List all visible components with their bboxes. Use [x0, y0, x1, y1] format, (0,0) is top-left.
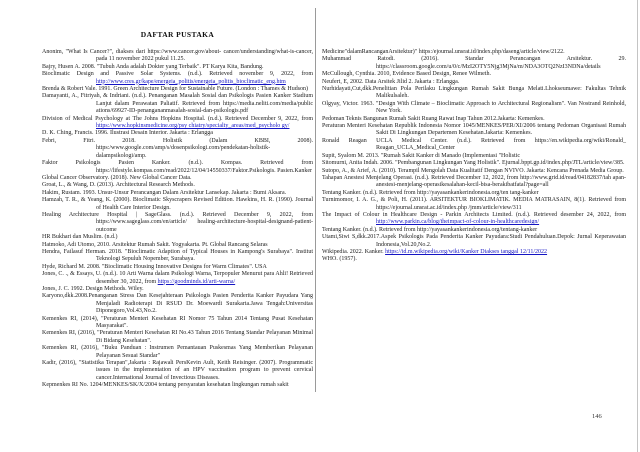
reference-entry: [322, 153, 626, 160]
reference-text: Peraturan Menteri Kesehatan Republik Indonesia Nomor 1045/MENKES/PER/XI/2006 tentang Pedoman Organisasi Rumah Sakit Di Lingkungan Departemen Kesehatan.Jakarta: Kemenkes.: [322, 123, 626, 137]
reference-text: Division of Medical Psychology at The Johns Hopkins Hospital. (n.d.). Retrieved December 9, 2022, from: [42, 115, 313, 122]
reference-text: WHO. (1957).: [322, 256, 357, 263]
reference-text: Hatmoko, Adi Utomo, 2010. Arsitektur Rumah Sakit. Yogyakarta. Pt. Global Rancang Selaras: [42, 241, 268, 248]
reference-text: Faktor Psikologis Pasien Kanker. (n.d.). Kompas. Retrieved from https://lifestyle.kompas.com/read/2022/12/04/14550337/Faktor.Psikologis. Pasien.Kanker: [42, 160, 313, 174]
reference-text: Ronald Reagan UCLA Medical Center. (n.d.). Retrieved from https://en.wikipedia.org/wiki/Ronald_ Reagan_UCLA_Medical_Center: [322, 137, 626, 152]
reference-entry: [42, 286, 313, 293]
reference-entry: [42, 212, 313, 234]
reference-entry: [322, 234, 626, 249]
reference-text: Muhammad Ratodi. (2016). Standar Perancangan Arsitektur. 29. https://classroom.google.com/u/0/c/MzI2OTY5Njg3MjNa/m/NDA3OTQ2NzI3NDNa/details: [322, 56, 626, 70]
reference-entry: [42, 190, 313, 197]
reference-entry: [322, 56, 626, 71]
reference-entry: [322, 175, 626, 190]
reference-entry: [322, 190, 626, 197]
reference-text: Bioclimatic Design and Passive Solar Systems. (n.d.). Retrieved november 9, 2022, from: [42, 71, 313, 78]
page-number: 146: [592, 413, 602, 420]
reference-text: Hyde, Richard M. 2008. "Bioclimatic Housing Innovative Designs for Warm Climates". USA: [42, 263, 267, 270]
hyperlink[interactable]: http://www.cres.gr/kape/energeia_politis/energeia_politis_bioclimatic_eng.htm: [96, 78, 286, 85]
reference-entry: [322, 256, 626, 263]
reference-entry: [42, 234, 313, 241]
reference-entry: [322, 116, 626, 123]
hyperlink[interactable]: http://www.parkin.ca/blog/theimpact-of-colour-in-healthcaredesign/: [376, 219, 540, 226]
reference-text: Kemenkes RI, (2014), "Peraturan Menteri Kesehatan RI Nomor 75 Tahun 2014 Tentang Pusat Kesehatan Masyarakat".: [42, 315, 313, 330]
reference-text: Sitomurni, Anita Indah. 2006. "Pembangunan Lingkungan Yang Holistik". Ejurnal.bppt.gp.id/index.php/JTL/article/view/385.: [322, 160, 625, 167]
reference-entry: [42, 49, 313, 64]
reference-text: Kepmenkes RI No. 1204/MENKES/SK/X/2004 tentang persyaratan kesehatan lingkungan rumah sakit: [42, 382, 289, 389]
hyperlink[interactable]: https://goodminds.id/arti-warna/: [157, 278, 236, 285]
reference-text: Sutopo, A., & Arief, A. (2010). Terampil Mengolah Data Kualitatif Dengan NVIVO. Jakarta: Kencana Prenada Media Group.: [322, 167, 624, 174]
reference-text: Nurhidayati,Cut,dkk.Penelitian Pola Perilaku Lingkungan Rumah Sakit Bunga Melati.Lhokseumawe: Fakultas Tehnik Malikulsaleh.: [322, 86, 626, 100]
reference-text: Kemenkes RI, (2016), "Buku Panduan : Instrumen Pemantauan Puskesmas Yang Memberikan Pelayanan Pelayanan Sesuai Standar": [42, 345, 313, 359]
reference-text: Jones, J. C. 1992. Design Methods. Wiley.: [42, 286, 144, 292]
reference-entry: [42, 138, 313, 160]
reference-entry: [322, 168, 626, 175]
reference-entry: [322, 212, 626, 227]
reference-entry: [42, 360, 313, 382]
reference-text: The Impact of Colour in Healthcare Design - Parkin Architects Limited. (n.d.). Retrieved desember 24, 2022, from: [322, 211, 626, 218]
right-column: [322, 49, 626, 264]
reference-text: D. K. Ching, Francis. 1996. Ilustrasi Desain Interior. Jakarta : Erlangga: [42, 130, 213, 137]
reference-text: Supit, Syalom M. 2013. "Rumah Sakit Kanker di Manado (Implementasi "Holistic: [322, 152, 521, 159]
reference-text: Utami,Siwi S,dkk.2017.Aspek Psikologis Pada Penderita Kanker Payudara:Studi Pendahuluan.Depok: Jurnal Keperawatan Indonesia,Vol.20,No.2.: [322, 234, 626, 248]
reference-text: Jones, C. ., & Essays, U. (n.d.). 10 Arti Warna dalam Psikologi Warna, Terpopuler Menurut para Ahli! Retrieved desember 30, 2022, from: [42, 271, 313, 285]
page-title: DAFTAR PUSTAKA: [140, 30, 215, 39]
reference-text: Anonim, "What Is Cancer?", diakses dari https://www.cancer.gov/about- cancer/understanding/what-is-cancer, pada 11 november 2022 pukul 11.25.: [42, 49, 313, 63]
reference-text: Pedoman Teknis Bangunan Rumah Sakit Ruang Rawat Inap Tahun 2012.Jakarta: Kemenkes.: [322, 115, 545, 122]
reference-text: Febri, Fitri. 2018. Holistik (Dalam KBBI, 2008). https:/www.google.com/amp/s/dosenpsikologi.com/pendekatan-holistik-dalampsikologi/amp.: [42, 137, 313, 159]
reference-text: Hendra, Failasuf Herman. 2018. "Bioclimatic Adaption of Typical Houses in Kampong's Surabaya". Institut Teknologi Sepuluh Nopember, Surabaya.: [42, 248, 313, 263]
reference-entry: [322, 123, 626, 138]
reference-entry: [42, 130, 313, 137]
reference-entry: [42, 160, 313, 175]
reference-text: Tentang Kanker. (n.d.). Retrieved from http://yayasankankerindonesia.org/tentang-kanker: [322, 226, 538, 233]
page-edge-line: [637, 0, 638, 452]
reference-entry: [322, 79, 626, 86]
reference-entry: [322, 138, 626, 153]
reference-text: Damayanti, A., Fitriyah, & Indriani. (n.d.). Penanganan Masalah Sosial dan Psikologis Pasien Kanker Stadium Lanjut dalam Perawatan Paliatif. Retrieved from https://media.neliti.com/media/public ations/69927-ID-penangananmasalah-sosial-dan-psikologis.pdf: [42, 93, 313, 115]
reference-entry: [42, 116, 313, 131]
reference-entry: [322, 227, 626, 234]
reference-entry: [42, 242, 313, 249]
hyperlink[interactable]: https://www.hopkinsmedicine.org/psy chiatry/specialty_areas/med_psycholo gy/: [96, 123, 290, 130]
reference-entry: [322, 249, 626, 256]
reference-text: Neufert, E, 2002. Data Arsitek Jilid 2. Jakarta : Erlangga.: [322, 78, 460, 85]
reference-text: Brenda & Robert Vale. 1991. Green Architecture Design for Sustainable Future. (London : Thames & Hudson): [42, 86, 309, 93]
reference-entry: [42, 345, 313, 360]
reference-entry: [322, 197, 626, 212]
reference-entry: [322, 160, 626, 167]
reference-entry: [42, 316, 313, 331]
reference-text: McCullough, Cynthia. 2010, Evidence Based Design, Renee Wilmeth.: [322, 71, 491, 78]
column-divider: [315, 8, 316, 392]
reference-entry: [42, 197, 313, 212]
reference-text: Turnimomor, I. A. G., & Poli, H. (2011). ARSITEKTUR BIOKLIMATIK. MEDIA MATRASAIN, 8(1). Retrieved from https://ejournal.unsrat.ac.id/index.php /jmm/article/view/311: [322, 197, 626, 211]
reference-text: Karyono,dkk.2008.Penanganan Stress Dan Kesejahteraan Psikologis Pasien Penderita Kanker Payudara Yang Menjaladi Radioterapi Di RSUD Dr. Moewardi Surakarta.Jawa Tengah:Universitas Diponegoro,Vol.43,No.2.: [42, 293, 313, 315]
reference-entry: [42, 330, 313, 345]
reference-text: Kemenkes RI, (2016), "Peraturan Menteri Kesehatan RI No.43 Tahun 2016 Tentang Standar Pelayanan Minimal Di Bidang Kesehatan".: [42, 330, 313, 344]
reference-entry: [322, 86, 626, 101]
reference-entry: [42, 71, 313, 86]
reference-text: Olgyay, Victor. 1963. "Design With Climate – Bioclimatic Approach to Architectural Regionalism". Van Nostrand Reinhold, New York.: [322, 100, 626, 115]
reference-text: Bajry, Husen A. 2008. "Tubuh Anda adalah Dokter yang Terbaik". PT Karya Kita, Bandung.: [42, 63, 264, 70]
reference-text: Tahapan Anestesi Menjelang Operasi. (n.d.). Retrieved December 12, 2022, from http://www.grid.id/read/04182837/tah apan-anestesi-menjelang-operasikesalahan-kecil-bisa-berakibatfatal?page=all: [322, 174, 626, 189]
reference-text: Wikipedia. 2022. Kanker.: [322, 248, 386, 255]
reference-entry: [42, 382, 313, 389]
reference-entry: [42, 293, 313, 315]
reference-entry: [322, 101, 626, 116]
reference-text: Tentang Kanker. (n.d.). Retrieved from http://yayasankankerindonesia.org/ten tang-kanker: [322, 189, 539, 196]
left-column: [42, 49, 313, 390]
reference-entry: [42, 182, 313, 189]
reference-text: Medicine"dalamRancanganArsitektur)" https:/ejournal.unsrat.id/index.php/daseng/article/view/2122.: [322, 49, 565, 55]
hyperlink[interactable]: https://id.m.wikipedia.org/wiki/Kanker Diakses tanggal 12/11/2022: [385, 248, 548, 255]
reference-text: Hakim, Rustam. 1993. Unsur-Unsur Perancangan Dalam Arsitektur Lansekap. Jakarta : Bumi Aksara.: [42, 189, 287, 196]
reference-text: Hamzah, T. R., & Yeang, K. (2000). Bioclimatic Skyscrapers Revised Edition. Hawkins, H. R. (1990). Journal of Health Care Interior Design.: [42, 197, 313, 211]
reference-text: Global Cancer Observatory. (2018). New Global Cancer Data.: [42, 174, 192, 181]
reference-text: Groat, L., & Wang, D. (2013). Architectural Research Methods.: [42, 182, 195, 189]
reference-entry: [42, 249, 313, 264]
reference-text: HR Bukhari dan Muslim. (n.d.): [42, 234, 118, 241]
reference-entry: [42, 93, 313, 115]
reference-entry: [322, 71, 626, 78]
reference-entry: [42, 271, 313, 286]
reference-text: Healing Architecture Hospital | SageGlass. (n.d.). Retrieved December 9, 2022, from https://www.sageglass.com/en/article/ healing-architecture-hospital-designand-patient-outcome: [42, 211, 313, 233]
reference-text: Kadir, (2016), "Statistika Terapan",Jakarta : Rajawali PersKevin Ault, Keith Reisinger. (2007). Programmatic issues in the implementation of an HPV vaccination program to prevent cervical cancer.International Journal of Invectious Diseases.: [42, 360, 313, 381]
